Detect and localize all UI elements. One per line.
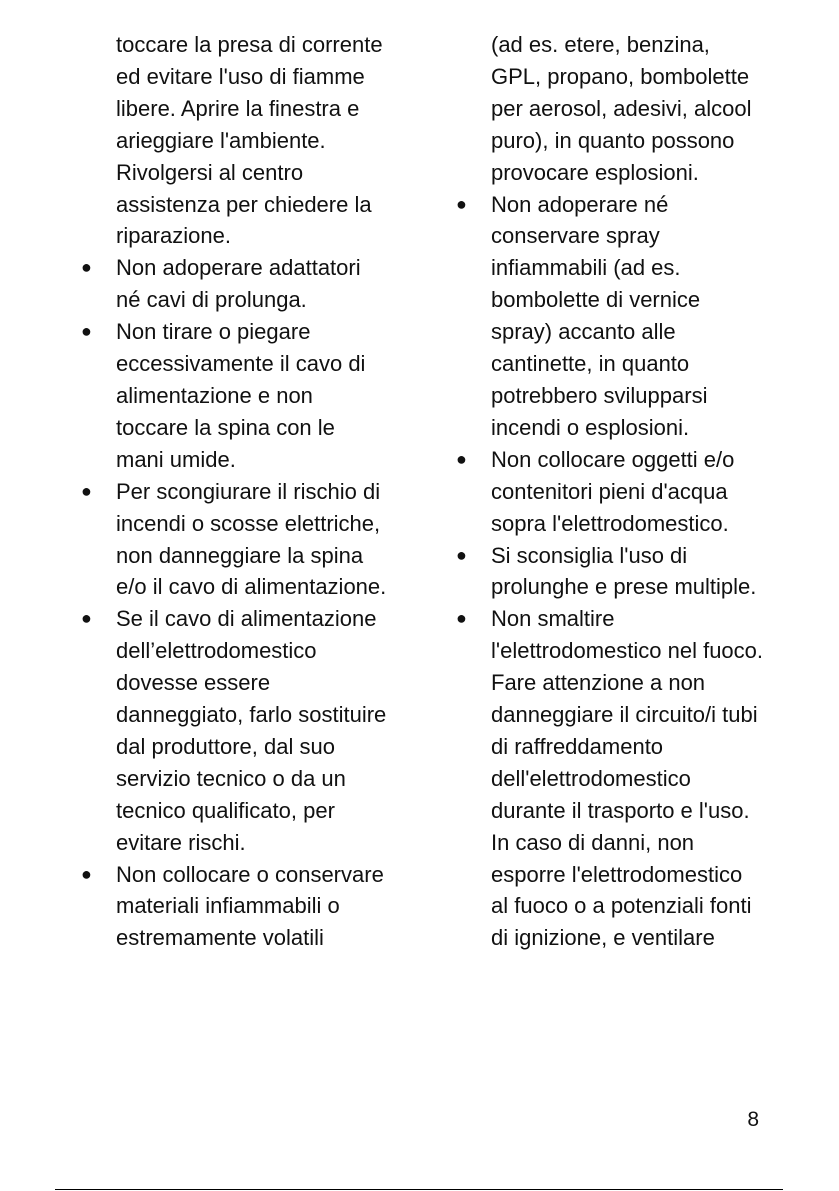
- left-paragraph-6: [81, 859, 388, 955]
- right-paragraph-3-text: Non collocare oggetti e/o contenitori pieni d'acqua sopra l'elettrodomestico.: [491, 446, 735, 536]
- left-paragraph-3-text: Non tirare o piegare eccessivamente il cavo di alimentazione e non toccare la spina con le mani umide.: [116, 319, 366, 472]
- right-paragraph-1-text: (ad es. etere, benzina, GPL, propano, bombolette per aerosol, adesivi, alcool puro), in quanto possono provocare esplosioni.: [491, 32, 752, 185]
- left-column: [81, 29, 388, 954]
- left-paragraph-6-text: Non collocare o conservare materiali infiammabili o estremamente volatili: [116, 861, 384, 951]
- left-paragraph-4: [81, 476, 388, 604]
- page-number: 8: [747, 1108, 759, 1131]
- left-paragraph-4-text: Per scongiurare il rischio di incendi o scosse elettriche, non danneggiare la spina e/o il cavo di alimentazione.: [116, 478, 387, 600]
- right-paragraph-4: [456, 540, 763, 604]
- bullet-icon: ●: [456, 608, 467, 629]
- bullet-icon: ●: [81, 608, 92, 629]
- bullet-icon: ●: [81, 863, 92, 884]
- left-paragraph-5: [81, 603, 388, 858]
- left-paragraph-1: [116, 29, 388, 252]
- right-paragraph-3: [456, 444, 763, 540]
- right-paragraph-2: [456, 189, 763, 444]
- right-column: [456, 29, 764, 954]
- bullet-icon: ●: [456, 544, 467, 565]
- right-paragraph-5: [456, 603, 764, 954]
- left-paragraph-2: [81, 252, 388, 316]
- left-paragraph-3: [81, 316, 388, 476]
- right-paragraph-5-text: Non smaltire l'elettrodomestico nel fuoco. Fare attenzione a non danneggiare il circuito/i tubi di raffreddamento dell'elettrodomestico durante il trasporto e l'uso. In caso di danni, non esporre l'elettrodomestico al fuoco o a potenziali fonti di ignizione, e ventilare: [491, 606, 764, 951]
- left-paragraph-5-text: Se il cavo di alimentazione dell’elettrodomestico dovesse essere danneggiato, farlo sostituire dal produttore, dal suo servizio tecnico o da un tecnico qualificato, per evitare rischi.: [116, 606, 387, 855]
- left-paragraph-1-text: toccare la presa di corrente ed evitare l'uso di fiamme libere. Aprire la finestra e arieggiare l'ambiente. Rivolgersi al centro assistenza per chiedere la riparazione.: [116, 32, 383, 249]
- right-paragraph-2-text: Non adoperare né conservare spray infiammabili (ad es. bombolette di vernice spray) accanto alle cantinette, in quanto potrebbero svilupparsi incendi o esplosioni.: [491, 191, 708, 440]
- bullet-icon: ●: [81, 480, 92, 501]
- bullet-icon: ●: [456, 448, 467, 469]
- bullet-icon: ●: [456, 193, 467, 214]
- right-paragraph-4-text: Si sconsiglia l'uso di prolunghe e prese multiple.: [491, 542, 757, 600]
- bullet-icon: ●: [81, 257, 92, 278]
- bullet-icon: ●: [81, 321, 92, 342]
- footer-divider: [55, 1189, 783, 1190]
- left-paragraph-2-text: Non adoperare adattatori né cavi di prolunga.: [116, 255, 361, 313]
- right-paragraph-1: [491, 29, 763, 189]
